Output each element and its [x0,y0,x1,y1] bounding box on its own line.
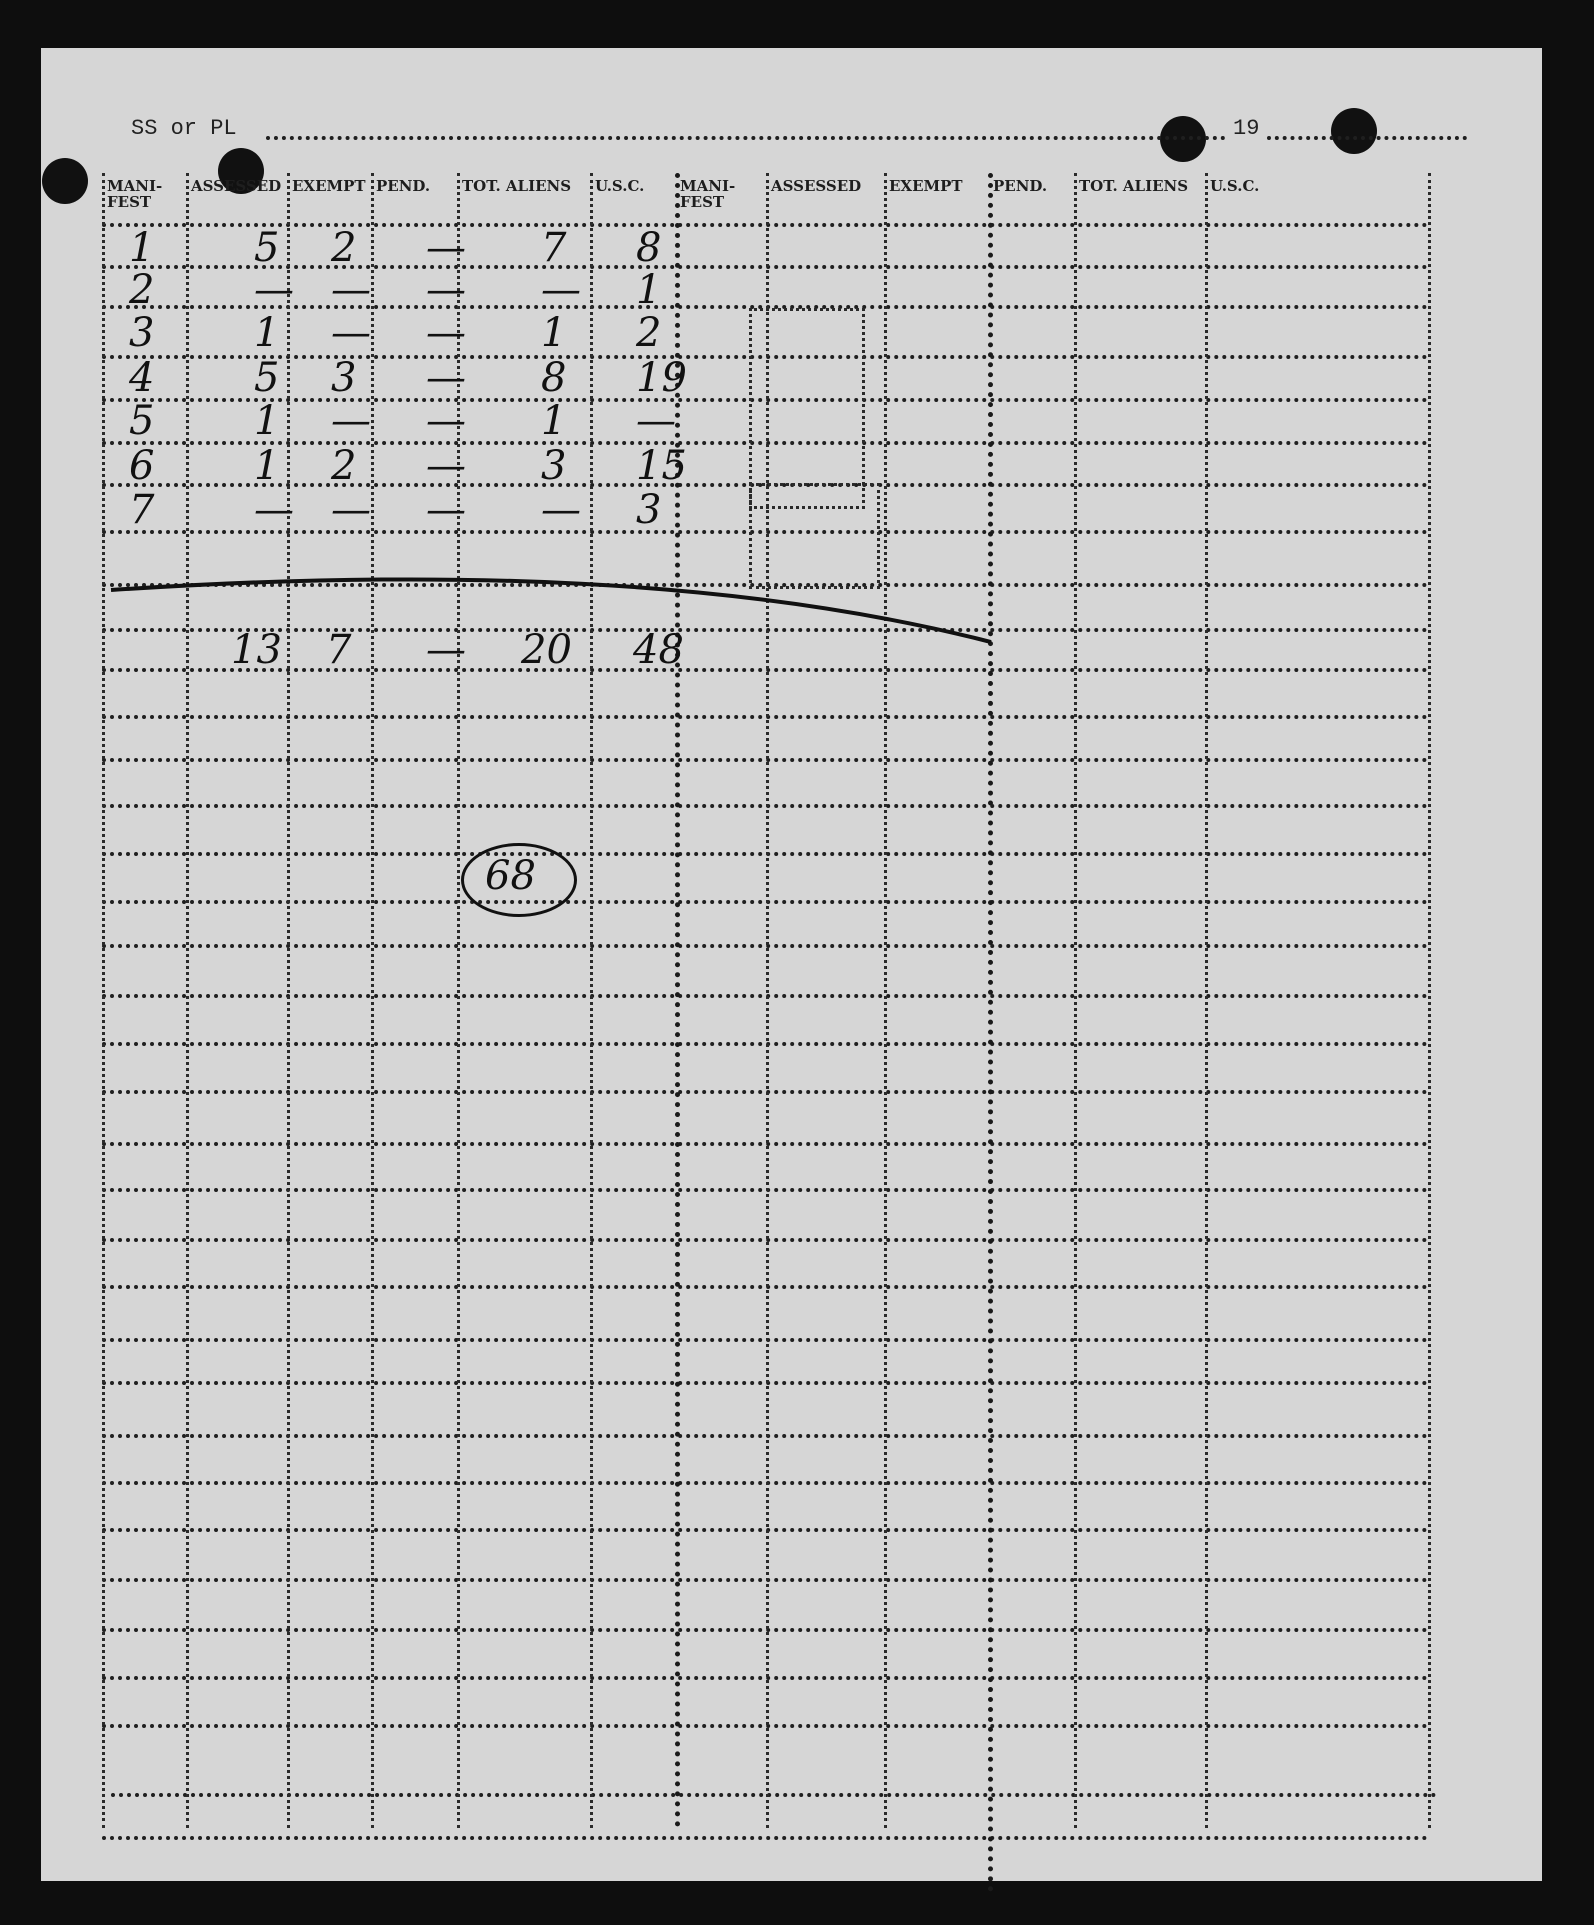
grid-row-line [102,668,1428,672]
grid-row-line [102,852,1428,856]
tally-cell: 4 [129,355,155,401]
grid-row-line [102,1628,1428,1632]
grid-row-line [102,715,1428,719]
grid-box [749,308,865,509]
column-header: EXEMPT [292,177,366,195]
column-header: ASSESSED [191,177,282,195]
tally-cell: 1 [541,398,567,444]
tally-cell: 2 [636,310,662,356]
tally-cell: — [426,267,466,313]
column-header: TOT. ALIENS [1079,177,1189,195]
grid-row-line [102,1724,1428,1728]
tally-cell: 3 [636,487,662,533]
tally-cell: — [636,398,676,444]
vessel-dotted-line [266,136,1226,140]
column-header: PEND. [376,177,431,195]
grid-column-line [186,173,189,1828]
grid-column-line [1205,173,1208,1828]
grid-row-line [102,1528,1428,1532]
tally-cell: — [426,310,466,356]
tally-cell: — [331,487,371,533]
column-total: 48 [633,627,684,673]
manifest-form [41,48,1542,1881]
column-header: MANI- FEST [107,177,163,211]
punch-hole-left [42,158,88,204]
tally-cell: — [331,398,371,444]
grid-row-line [102,1338,1428,1342]
grid-row-line [102,628,1428,632]
grid-row-line [102,944,1428,948]
tally-cell: 8 [541,355,567,401]
grid-column-line [371,173,374,1828]
tally-cell: 1 [541,310,567,356]
tally-cell: 5 [254,225,280,271]
year-label: 19 [1233,116,1260,141]
column-total: 7 [326,627,352,673]
tally-cell: — [541,487,581,533]
tally-cell: 7 [129,487,155,533]
grid-row-line [102,1836,1428,1840]
tally-cell: 3 [331,355,357,401]
column-header: U.S.C. [595,177,645,195]
tally-cell: — [426,443,466,489]
tally-cell: — [254,267,294,313]
tally-cell: — [426,398,466,444]
grid-row-line [102,900,1428,904]
punch-hole-right-b [1331,108,1377,154]
grid-row-line [102,1578,1428,1582]
column-total: 20 [521,627,572,673]
grid-row-line [102,1042,1428,1046]
tally-cell: 6 [129,443,155,489]
grid-row-line [102,1188,1428,1192]
column-header: PEND. [993,177,1048,195]
column-header: ASSESSED [771,177,862,195]
tally-cell: 5 [129,398,155,444]
grid-row-line [102,994,1428,998]
tally-cell: 1 [254,310,280,356]
grid-row-line [102,1142,1428,1146]
grid-row-line [102,1676,1428,1680]
grid-row-line [102,1090,1428,1094]
grid-row-line [102,223,1428,227]
tally-cell: — [426,225,466,271]
tally-cell: 1 [254,398,280,444]
column-header: MANI- FEST [680,177,736,211]
tally-cell: 19 [636,355,687,401]
grid-row-line [102,1434,1428,1438]
grid-column-line [287,173,290,1828]
tally-cell: 2 [331,443,357,489]
tally-cell: 8 [636,225,662,271]
tally-cell: 3 [541,443,567,489]
column-total: 13 [231,627,282,673]
year-dotted-line [1267,136,1467,140]
grid-row-line [102,1238,1428,1242]
tally-cell: — [254,487,294,533]
tally-cell: — [331,267,371,313]
tally-cell: — [331,310,371,356]
column-header: TOT. ALIENS [462,177,572,195]
grid-row-line [102,265,1428,269]
grid-row-line [102,1285,1428,1289]
column-total: — [426,627,466,673]
grand-total-value: 68 [485,853,536,899]
tally-cell: 1 [636,267,662,313]
tally-cell: — [541,267,581,313]
tally-cell: 7 [541,225,567,271]
grid-row-line [102,1481,1428,1485]
grid-row-line [102,804,1428,808]
grid-column-line [884,173,887,1828]
tally-cell: 2 [331,225,357,271]
grid-row-line [102,1381,1428,1385]
vessel-label: SS or PL [131,116,237,141]
column-header: EXEMPT [889,177,963,195]
tally-cell: 3 [129,310,155,356]
grid-column-line [590,173,593,1828]
tally-cell: 5 [254,355,280,401]
grid-column-line [102,173,105,1828]
column-header: U.S.C. [1210,177,1260,195]
grid-column-line [1428,173,1431,1828]
tally-cell: — [426,487,466,533]
grid-column-line [988,173,993,1893]
tally-cell: 15 [636,443,687,489]
grid-box [749,483,880,589]
tally-cell: — [426,355,466,401]
tally-cell: 1 [254,443,280,489]
tally-cell: 1 [129,225,155,271]
tally-cell: 2 [129,267,155,313]
grid-row-line [111,1793,1437,1797]
grid-column-line [1074,173,1077,1828]
grid-row-line [102,758,1428,762]
